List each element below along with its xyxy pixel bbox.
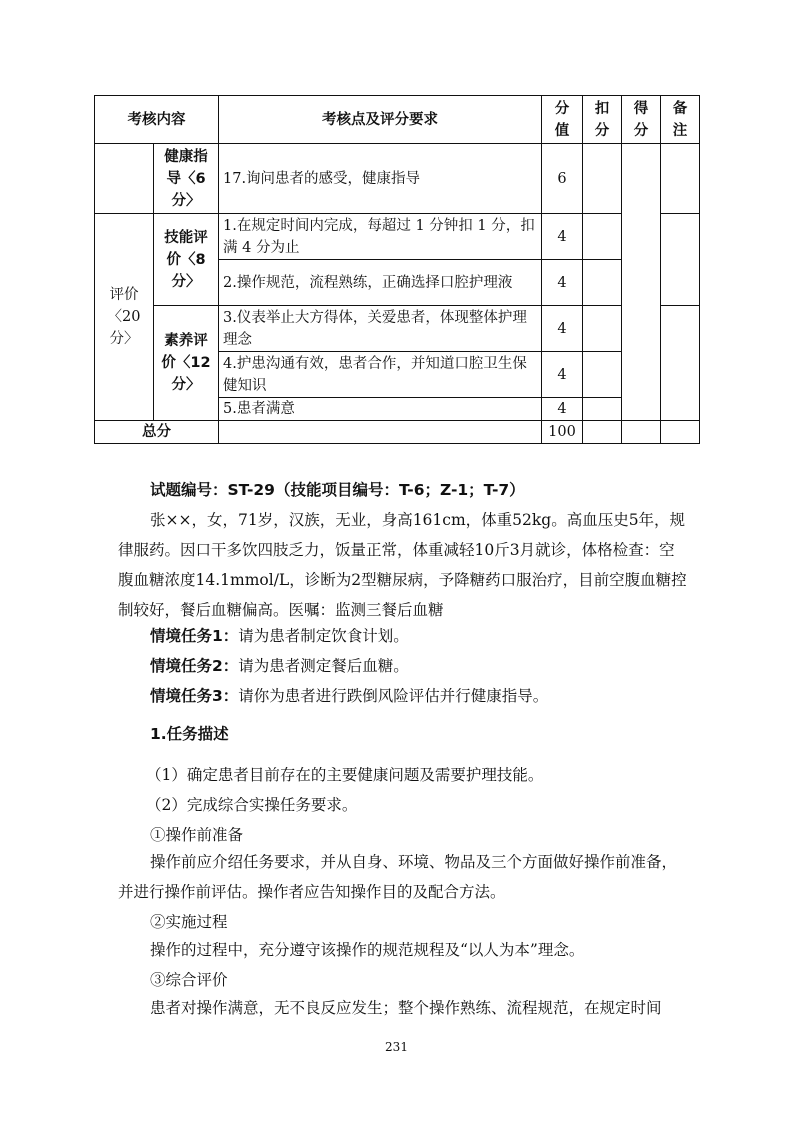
header-content: 考核内容 (95, 96, 219, 144)
section-title: 1.任务描述 (150, 725, 229, 743)
question-heading: 试题编号：ST-29（技能项目编号：T-6；Z-1；T-7） (150, 481, 525, 499)
step-3-title: ③综合评价 (150, 971, 228, 989)
table-row (95, 214, 700, 260)
header-score: 分 值 (542, 96, 583, 144)
note-cell (661, 214, 700, 306)
quality-eval-subcategory: 素养评价〈12分〉 (154, 306, 219, 421)
header-got: 得 分 (622, 96, 661, 144)
task-item-1: （1）确定患者目前存在的主要健康问题及需要护理技能。 (146, 766, 544, 784)
eval-score-4: 4 (542, 352, 583, 398)
note-cell (661, 306, 700, 421)
deduct-cell (583, 306, 622, 352)
task-3: 情境任务3：请你为患者进行跌倒风险评估并行健康指导。 (150, 687, 549, 705)
step-2-text: 操作的过程中，充分遵守该操作的规范规程及“以人为本”理念。 (150, 941, 585, 959)
total-empty-cell (219, 421, 542, 444)
eval-score-2: 4 (542, 260, 583, 306)
task-1: 情境任务1：请为患者制定饮食计划。 (150, 627, 409, 645)
task-item-2: （2）完成综合实操任务要求。 (146, 796, 358, 814)
table-header-row (95, 96, 700, 144)
note-cell (661, 144, 700, 214)
step-1-title: ①操作前准备 (150, 826, 244, 844)
got-cell (622, 144, 661, 421)
page-number: 231 (385, 1040, 408, 1054)
total-note-cell (661, 421, 700, 444)
header-deduct: 扣 分 (583, 96, 622, 144)
deduct-cell (583, 144, 622, 214)
deduct-cell (583, 260, 622, 306)
header-requirements: 考核点及评分要求 (219, 96, 542, 144)
step-2-title: ②实施过程 (150, 913, 228, 931)
eval-score-1: 4 (542, 214, 583, 260)
evaluation-category: 评价〈20分〉 (95, 214, 154, 421)
table-row (95, 306, 700, 352)
health-guidance-item: 17.询问患者的感受，健康指导 (219, 144, 542, 214)
header-note: 备 注 (661, 96, 700, 144)
total-row (95, 421, 700, 444)
deduct-cell (583, 214, 622, 260)
table-row (95, 144, 700, 214)
deduct-cell (583, 352, 622, 398)
eval-item-4: 4.护患沟通有效，患者合作，并知道口腔卫生保健知识 (219, 352, 542, 398)
eval-item-1: 1.在规定时间内完成，每超过 1 分钟扣 1 分，扣满 4 分为止 (219, 214, 542, 260)
case-description: 张××，女，71岁，汉族，无业，身高161cm，体重52kg。高血压史5年，规律服药。因口干多饮四肢乏力，饭量正常，体重减轻10斤3月就诊，体格检查：空腹血糖浓度14.1mmol/L，诊断为2型糖尿病，予降糖药口服治疗，目前空腹血糖控制较好，餐后血糖偏高。医嘱：监测三餐后血糖 (118, 511, 687, 619)
total-score: 100 (542, 421, 583, 444)
health-guidance-subcategory: 健康指导〈6分〉 (154, 144, 219, 214)
eval-item-3: 3.仪表举止大方得体，关爱患者，体现整体护理理念 (219, 306, 542, 352)
skill-eval-subcategory: 技能评价〈8分〉 (154, 214, 219, 306)
scoring-table (94, 95, 700, 444)
total-got-cell (622, 421, 661, 444)
eval-item-5: 5.患者满意 (219, 398, 542, 421)
total-deduct-cell (583, 421, 622, 444)
eval-score-5: 4 (542, 398, 583, 421)
health-guidance-score: 6 (542, 144, 583, 214)
eval-score-3: 4 (542, 306, 583, 352)
step-1-text: 操作前应介绍任务要求，并从自身、环境、物品及三个方面做好操作前准备，并进行操作前评估。操作者应告知操作目的及配合方法。 (118, 853, 678, 901)
total-label: 总分 (95, 421, 219, 444)
task-2: 情境任务2：请为患者测定餐后血糖。 (150, 657, 409, 675)
eval-item-2: 2.操作规范，流程熟练，正确选择口腔护理液 (219, 260, 542, 306)
empty-category-cell (95, 144, 154, 214)
deduct-cell (583, 398, 622, 421)
step-3-text: 患者对操作满意，无不良反应发生；整个操作熟练、流程规范，在规定时间 (150, 999, 662, 1017)
